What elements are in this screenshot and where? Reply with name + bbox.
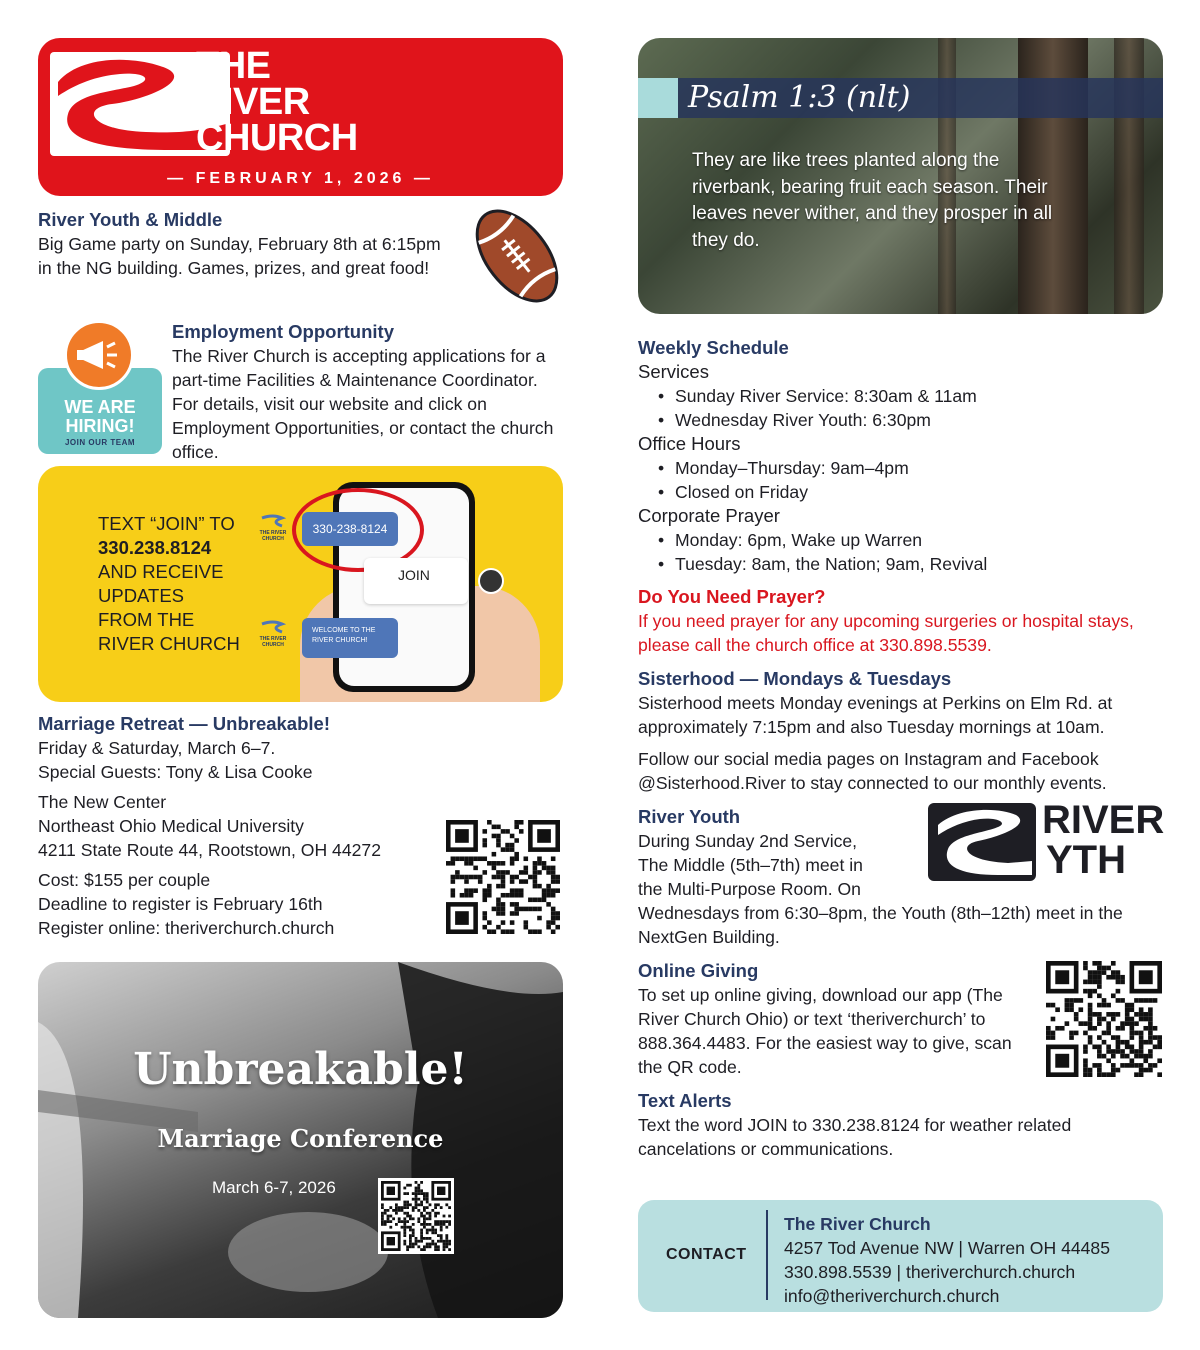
contact-info — [784, 1212, 1110, 1308]
marriage-cost: Cost: $155 per couple — [38, 870, 211, 890]
bulletin-date: — FEBRUARY 1, 2026 — — [167, 170, 434, 187]
left-column — [38, 38, 563, 1318]
marriage-guests: Special Guests: Tony & Lisa Cooke — [38, 762, 313, 782]
psalm-text: They are like trees planted along the riverbank, bearing fruit each season. Their leaves never wither, and they prosper in all they do. — [692, 150, 1053, 251]
venue-line-3: 4211 State Route 44, Rootstown, OH 44272 — [38, 840, 381, 860]
text-alerts-section — [638, 1089, 1163, 1161]
services-list — [638, 384, 1163, 432]
venue-line-2: Northeast Ohio Medical University — [38, 816, 304, 836]
title-line-2: RIVER — [196, 81, 310, 123]
hiring-line-1: WE ARE — [64, 397, 136, 417]
conference-title: Unbreakable! — [133, 1044, 468, 1095]
list-item: • Wednesday River Youth: 6:30pm — [658, 408, 1163, 432]
prayer-label: Corporate Prayer — [638, 505, 780, 526]
megaphone-icon — [64, 320, 134, 390]
river-word: RIVER — [1042, 798, 1165, 842]
weekly-schedule — [638, 336, 1163, 576]
river-youth-line-3: the Multi-Purpose Room. On — [638, 879, 861, 899]
join-line-6: RIVER CHURCH — [98, 633, 240, 654]
river-youth-line-1: During Sunday 2nd Service, — [638, 831, 858, 851]
conference-qr-code[interactable] — [378, 1178, 454, 1254]
list-item: • Tuesday: 8am, the Nation; 9am, Revival — [658, 552, 1163, 576]
church-name — [196, 45, 358, 159]
youth-middle-section — [38, 208, 563, 308]
contact-email[interactable]: info@theriverchurch.church — [784, 1286, 1000, 1306]
online-giving-section — [638, 959, 1163, 1079]
join-line-5: FROM THE — [98, 609, 195, 630]
river-youth-line-2: The Middle (5th–7th) meet in — [638, 855, 863, 875]
contact-divider — [766, 1210, 768, 1300]
mini-church-logo-icon-2 — [258, 620, 288, 650]
river-youth-section — [638, 798, 1165, 949]
football-icon — [471, 200, 563, 312]
psalm-card — [638, 38, 1163, 314]
sisterhood-body-1: Sisterhood meets Monday evenings at Perkins on Elm Rd. at approximately 7:15pm and also Tuesday mornings at 10am. — [638, 693, 1113, 737]
giving-body: To set up online giving, download our app (The River Church Ohio) or text ‘theriverchurch’ to 888.364.4483. For the easiest way to give, scan the QR code. — [638, 985, 1012, 1077]
contact-phone-web[interactable]: 330.898.5539 | theriverchurch.church — [784, 1262, 1076, 1282]
join-number: 330.238.8124 — [98, 537, 212, 558]
number-bubble: 330-238-8124 — [302, 512, 398, 546]
employment-section — [38, 320, 563, 462]
prayer-list — [638, 528, 1163, 576]
giving-heading: Online Giving — [638, 960, 759, 981]
yth-word: YTH — [1046, 838, 1126, 882]
schedule-heading: Weekly Schedule — [638, 337, 789, 358]
text-join-instructions — [98, 512, 240, 656]
marriage-register: Register online: theriverchurch.church — [38, 918, 335, 938]
list-item: • Monday–Thursday: 9am–4pm — [658, 456, 1163, 480]
join-line-3: AND RECEIVE — [98, 561, 224, 582]
hiring-line-2: HIRING! — [65, 416, 135, 436]
marriage-retreat-section — [38, 712, 563, 952]
title-line-3: CHURCH — [196, 117, 358, 159]
river-youth-rest: Wednesdays from 6:30–8pm, the Youth (8th–12th) meet in the NextGen Building. — [638, 903, 1123, 947]
text-join-banner — [38, 466, 563, 702]
employment-body: The River Church is accepting applications for a part-time Facilities & Maintenance Coordinator. For details, visit our website and click on Employment Opportunities, or contact the church office. — [172, 346, 554, 462]
conference-date: March 6-7, 2026 — [212, 1178, 336, 1197]
join-bubble: JOIN — [364, 558, 468, 604]
alerts-heading: Text Alerts — [638, 1090, 732, 1111]
join-line-4: UPDATES — [98, 585, 185, 606]
psalm-title: Psalm 1:3 (nlt) — [688, 80, 911, 115]
need-prayer-body: If you need prayer for any upcoming surgeries or hospital stays, please call the church office at 330.898.5539. — [638, 611, 1134, 655]
conference-subtitle: Marriage Conference — [157, 1124, 444, 1153]
contact-address: 4257 Tod Avenue NW | Warren OH 44485 — [784, 1238, 1111, 1258]
employment-heading: Employment Opportunity — [172, 321, 394, 342]
church-header — [38, 38, 563, 196]
right-column — [638, 38, 1165, 1306]
office-label: Office Hours — [638, 433, 741, 454]
marriage-heading: Marriage Retreat — Unbreakable! — [38, 713, 330, 734]
mini-logo-text: THE RIVER CHURCH — [259, 530, 287, 542]
contact-name: The River Church — [784, 1214, 931, 1234]
join-line-1: TEXT “JOIN” TO — [98, 513, 235, 534]
contact-label: CONTACT — [666, 1246, 747, 1263]
sisterhood-body-2: Follow our social media pages on Instagram and Facebook @Sisterhood.River to stay connected to our monthly events. — [638, 749, 1107, 793]
list-item: • Monday: 6pm, Wake up Warren — [658, 528, 1163, 552]
user-avatar — [478, 568, 504, 594]
mini-church-logo-icon — [258, 514, 288, 544]
psalm-accent — [638, 78, 678, 118]
contact-box — [638, 1200, 1163, 1312]
hiring-badge — [38, 320, 162, 454]
mini-logo-text-2: THE RIVER CHURCH — [259, 636, 287, 648]
marriage-deadline: Deadline to register is February 16th — [38, 894, 323, 914]
giving-qr-code[interactable] — [1046, 961, 1162, 1077]
welcome-bubble: WELCOME TO THE RIVER CHURCH! — [302, 618, 398, 658]
river-youth-heading: River Youth — [638, 806, 741, 827]
marriage-qr-code[interactable] — [446, 820, 560, 934]
services-label: Services — [638, 361, 709, 382]
river-youth-logo-icon — [928, 798, 1165, 883]
conference-poster — [38, 962, 563, 1318]
youth-middle-heading: River Youth & Middle — [38, 209, 223, 230]
need-prayer-section — [638, 585, 1163, 657]
list-item: • Closed on Friday — [658, 480, 1163, 504]
alerts-body: Text the word JOIN to 330.238.8124 for weather related cancelations or communications. — [638, 1115, 1072, 1159]
sisterhood-heading: Sisterhood — Mondays & Tuesdays — [638, 668, 952, 689]
office-list — [638, 456, 1163, 504]
youth-middle-body: Big Game party on Sunday, February 8th at 6:15pm in the NG building. Games, prizes, and great food! — [38, 234, 441, 278]
need-prayer-heading: Do You Need Prayer? — [638, 586, 826, 607]
join-team-label: JOIN OUR TEAM — [64, 438, 136, 447]
venue-line-1: The New Center — [38, 792, 167, 812]
sisterhood-section — [638, 667, 1163, 795]
marriage-dates: Friday & Saturday, March 6–7. — [38, 738, 276, 758]
list-item: • Sunday River Service: 8:30am & 11am — [658, 384, 1163, 408]
title-line-1: THE — [196, 45, 271, 87]
